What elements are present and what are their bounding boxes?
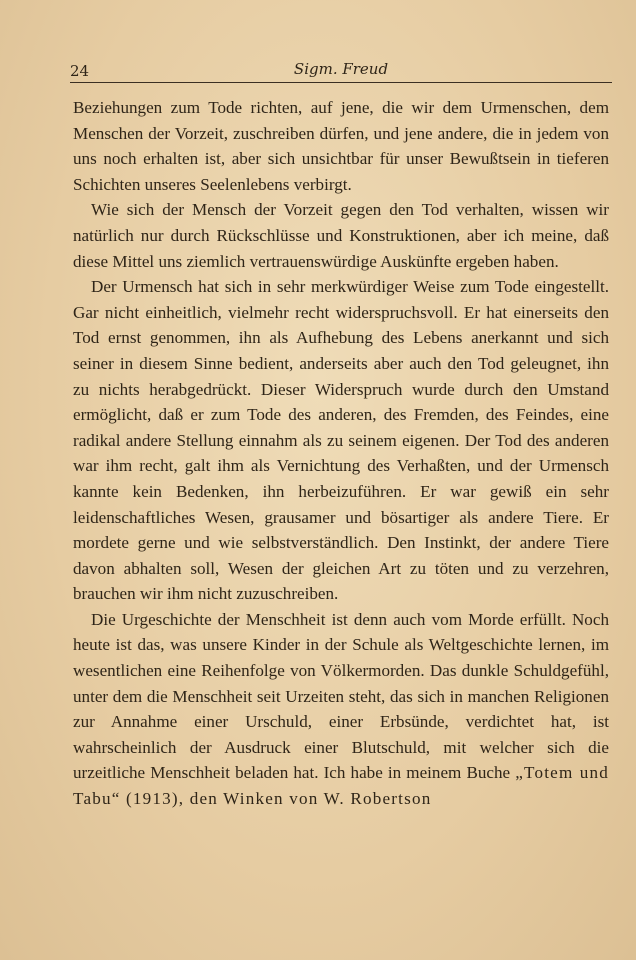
page-number: 24 <box>70 62 90 80</box>
paragraph-1: Beziehungen zum Tode richten, auf jene, die wir dem Urmenschen, dem Menschen der Vorzeit, zuschreiben dürfen, und jene andere, die in jedem von uns noch erhalten ist, aber sich unsichtbar für unser Bewußtsein in tieferen Schichten unseres Seelenlebens verbirgt. <box>73 98 609 194</box>
paragraph-3: Der Urmensch hat sich in sehr merkwürdiger Weise zum Tode eingestellt. Gar nicht einheitlich, vielmehr recht widerspruchsvoll. Er hat einerseits den Tod ernst genommen, ihn als Aufhebung des Lebens anerkannt und sich seiner in diesem Sinne bedient, anderseits aber auch den Tod geleugnet, ihn zu nichts herabgedrückt. Dieser Widerspruch wurde durch den Umstand ermöglicht, daß er zum Tode des anderen, des Fremden, des Feindes, eine radikal andere Stellung einnahm als zu seinem eigenen. Der Tod des anderen war ihm recht, galt ihm als Vernichtung des Verhaßten, und der Urmensch kannte kein Bedenken, ihn herbeizuführen. Er war gewiß ein sehr leidenschaftliches Wesen, grausamer und bösartiger als andere Tiere. Er mordete gerne und wie selbstverständlich. Den Instinkt, der andere Tiere davon abhalten soll, Wesen der gleichen Art zu töten und zu verzehren, brauchen wir ihm nicht zuzuschreiben. <box>73 277 609 604</box>
paragraph-4 <box>73 607 609 812</box>
body-text <box>73 95 609 812</box>
page-header <box>70 60 612 83</box>
running-title: Sigm. Freud <box>293 60 389 78</box>
citation-continuation: den Winken von W. Robertson <box>184 789 432 809</box>
paragraph-4-text: Die Urgeschichte der Menschheit ist denn auch vom Morde erfüllt. Noch heute ist das, was unsere Kinder in der Schule als Weltgeschichte lernen, im wesentlichen eine Reihenfolge von Völkermorden. Das dunkle Schuldgefühl, unter dem die Menschheit seit Urzeiten steht, das sich in manchen Religionen zur Annahme einer Urschuld, einer Erbsünde, verdichtet hat, ist wahrscheinlich der Ausdruck einer Blutschuld, mit welcher sich die urzeitliche Menschheit beladen hat. Ich habe in meinem Buche <box>73 609 609 783</box>
paragraph-2: Wie sich der Mensch der Vorzeit gegen den Tod verhalten, wissen wir natürlich nur durch Rückschlüsse und Konstruktionen, aber ich meine, daß diese Mittel uns ziemlich vertrauenswürdige Auskünfte ergeben haben. <box>73 200 609 271</box>
book-title-citation: „Totem und Tabu“ (1913), <box>73 763 609 809</box>
